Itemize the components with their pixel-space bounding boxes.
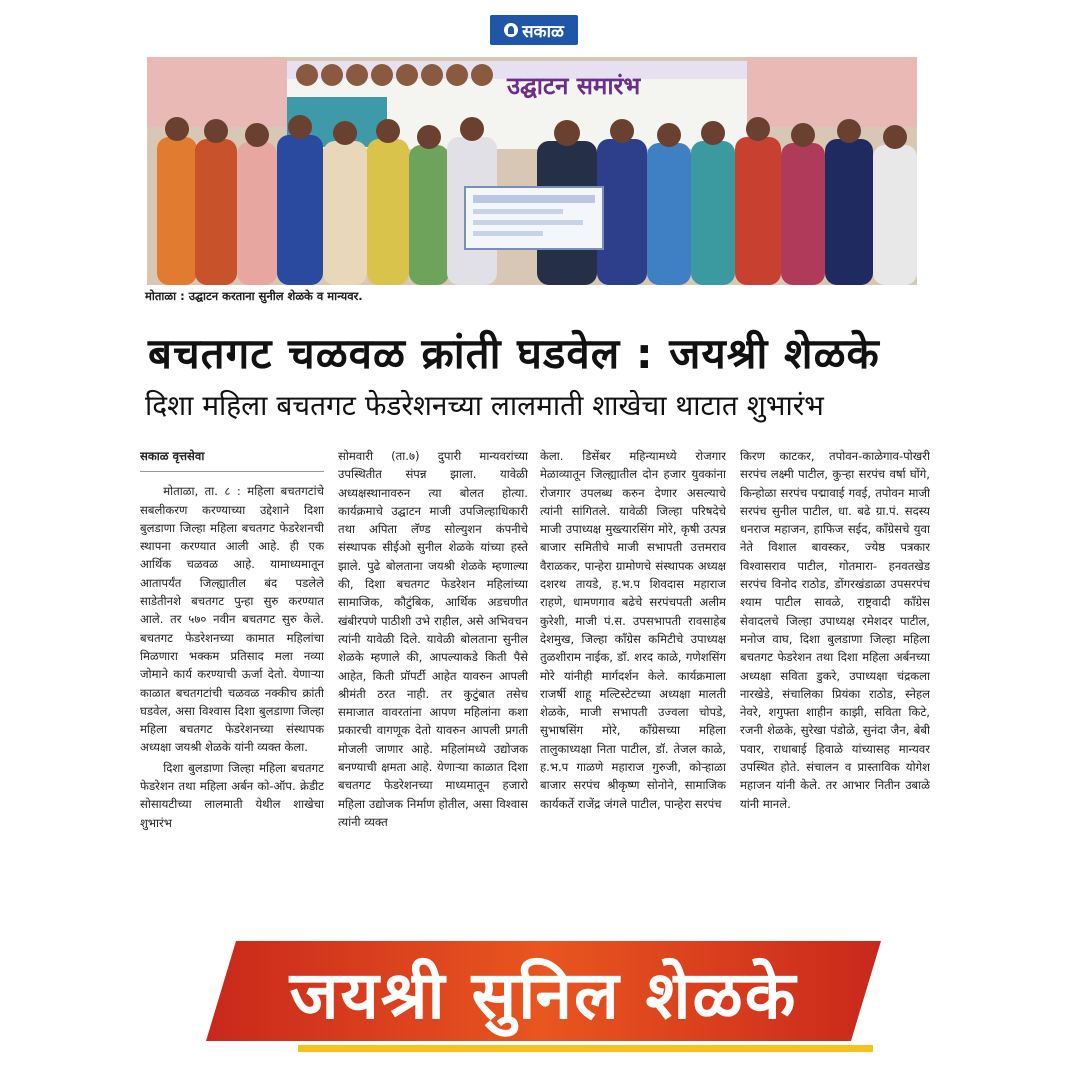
article-subheadline: दिशा महिला बचतगट फेडरेशनच्या लालमाती शाखेचा थाटात शुभारंभ xyxy=(145,389,824,422)
banner-name: जयश्री सुनिल शेळके xyxy=(289,957,798,1034)
sakal-logo-icon xyxy=(504,23,518,37)
article-column-1 xyxy=(140,447,324,937)
article-headline: बचतगट चळवळ क्रांती घडवेल : जयश्री शेळके xyxy=(148,329,880,378)
paragraph: किरण काटकर, तपोवन-काळेगाव-पोखरी सरपंच लक्ष्मी पाटील, कुऱ्हा सरपंच वर्षा घोंगे, किन्होळा सरपंच पद्मावाई गवई, तपोवन माजी सरपंच सुनील पाटील, धा. बढे ग्रा.पं. सदस्य धनराज महाजन, हाफिज सईद, काँग्रेसचे युवा नेते विशाल बावस्कर, ज्येष्ठ पत्रकार विश्वासराव पाटील, गोतमारा- हनवतखेड सरपंच विनोद राठोड, डोंगरखंडाळा उपसरपंच श्याम पाटील सावळे, राष्ट्रवादी काँग्रेस सेवादलचे जिल्हा उपाध्यक्ष रमेशदर पाटील, मनोज वाघ, दिशा बुलडाणा जिल्हा महिला बचतगट फेडरेशन तथा दिशा महिला अर्बनच्या अध्यक्षा सविता डुकरे, उपाध्यक्षा चंद्रकला नारखेडे, संचालिका प्रियंका राठोड, स्नेहल नेवरे, शगुफ्ता शाहीन काझी, सविता किटे, रजनी शेळके, सुरेखा पंडोळे, सुनंदा जैन, बेबी पवार, राधाबाई हिवाळे यांच्यासह मान्यवर उपस्थित होते. संचालन व प्रास्ताविक योगेश महाजन यांनी केले. तर आभार नितीन उबाळे यांनी मानले. xyxy=(740,449,930,811)
event-photo xyxy=(147,57,917,285)
masthead-title: सकाळ xyxy=(522,21,564,42)
paragraph: मोताळा, ता. ८ : महिला बचतगटांचे सबलीकरण करण्याच्या उद्देशाने दिशा बुलडाणा जिल्हा महिला बचतगट फेडरेशनची स्थापना करण्यात आली आहे. ही एक आर्थिक चळवळ आहे. यामाध्यमातून आतापर्यंत जिल्ह्यातील बंद पडलेले साडेतीनशे बचतगट पुन्हा सुरु करण्यात आले. तर ५७० नवीन बचतगट सुरु केले. बचतगट फेडरेशनच्या कामात महिलांचा मिळणारा भक्कम प्रतिसाद मला नव्या जोमाने कार्य करण्याची ऊर्जा देतो. येणाऱ्या काळात बचतगटांची चळवळ नक्कीच क्रांती घडवेल, असा विश्वास दिशा बुलडाणा जिल्हा महिला बचतगट फेडरेशनच्या संस्थापक अध्यक्षा जयश्री शेळके यांनी व्यक्त केला. xyxy=(140,484,324,755)
article-column-4 xyxy=(740,447,930,937)
paragraph: सोमवारी (ता.७) दुपारी मान्यवरांच्या उपस्थितीत संपन्न झाला. यावेळी अध्यक्षस्थानावरुन त्या बोलत होत्या. कार्यक्रमाचे उद्घाटन माजी उपजिल्हाधिकारी तथा अपिता लॅण्ड सोल्युशन कंपनीचे संस्थापक सीईओ सुनील शेळके यांच्या हस्ते झाले. पुढे बोलताना जयश्री शेळके म्हणाल्या की, दिशा बचतगट फेडरेशन महिलांच्या सामाजिक, कौटुंबिक, आर्थिक अडचणीत खंबीरपणे पाठीशी उभे राहील, असे अभिवचन त्यांनी यावेळी दिले. यावेळी बोलताना सुनील शेळके म्हणाले की, आपल्याकडे किती पैसे आहेत, किती प्रॉपर्टी आहेत यावरुन आपली श्रीमंती ठरत नाही. तर कुटुंबात तसेच समाजात वावरतांना आपण महिलांना कशा प्रकारची वागणूक देतो यावरुन आपली प्रगती मोजली जाणार आहे. महिलांमध्ये उद्योजक बनण्याची क्षमता आहे. येणाऱ्या काळात दिशा बचतगट फेडरेशनच्या माध्यमातून हजारो महिला उद्योजक निर्माण होतील, असा विश्वास त्यांनी व्यक्त xyxy=(338,449,528,829)
paragraph: दिशा बुलडाणा जिल्हा महिला बचतगट फेडरेशन तथा महिला अर्बन को-ऑप. क्रेडीट सोसायटीच्या लालमाती येथील शाखेचा शुभारंभ xyxy=(140,760,324,830)
photo-caption: मोताळा : उद्घाटन करताना सुनील शेळके व मान्यवर. xyxy=(145,289,363,303)
newspaper-masthead xyxy=(490,15,578,45)
photo-banner-title: उद्घाटन समारंभ xyxy=(507,72,641,100)
article-column-2 xyxy=(338,447,528,937)
article-column-3 xyxy=(540,447,726,937)
name-banner xyxy=(206,937,881,1055)
byline-divider xyxy=(140,471,324,472)
byline: सकाळ वृत्तसेवा xyxy=(140,449,205,463)
paragraph: केला. डिसेंबर महिन्यामध्ये रोजगार मेळाव्यातून जिल्ह्यातील दोन हजार युवकांना रोजगार उपलब्ध करुन देणार असल्याचे त्यांनी सांगितले. यावेळी जिल्हा परिषदेचे माजी उपाध्यक्ष मुख्त्यारसिंग मोरे, कृषी उत्पन्न बाजार समितीचे माजी सभापती उत्तमराव वैराळकर, पान्हेरा ग्रामोणचे संस्थापक अध्यक्ष दशरथ तायडे, ह.भ.प शिवदास महाराज राहणे, धामणगाव बढेचे सरपंचपती अलीम कुरेशी, माजी पं.स. उपसभापती रावसाहेब देशमुख, जिल्हा काँग्रेस कमिटीचे उपाध्यक्ष तुळशीराम नाईक, डॉ. शरद काळे, गणेशसिंग मोरे यांनीही मार्गदर्शन केले. कार्यक्रमाला राजर्षी शाहू मल्टिस्टेटच्या अध्यक्षा मालती शेळके, माजी सभापती उज्वला चोपडे, सुभाषसिंग मोरे, काँग्रेसच्या महिला तालुकाध्यक्षा निता पाटील, डॉ. तेजल काळे, ह.भ.प गाळणे महाराज गुरुजी, कोऱ्हाळा बाजार सरपंच श्रीकृष्ण सोनोने, सामाजिक कार्यकर्ते राजेंद्र जंगले पाटील, पान्हेरा सरपंच xyxy=(540,449,726,811)
